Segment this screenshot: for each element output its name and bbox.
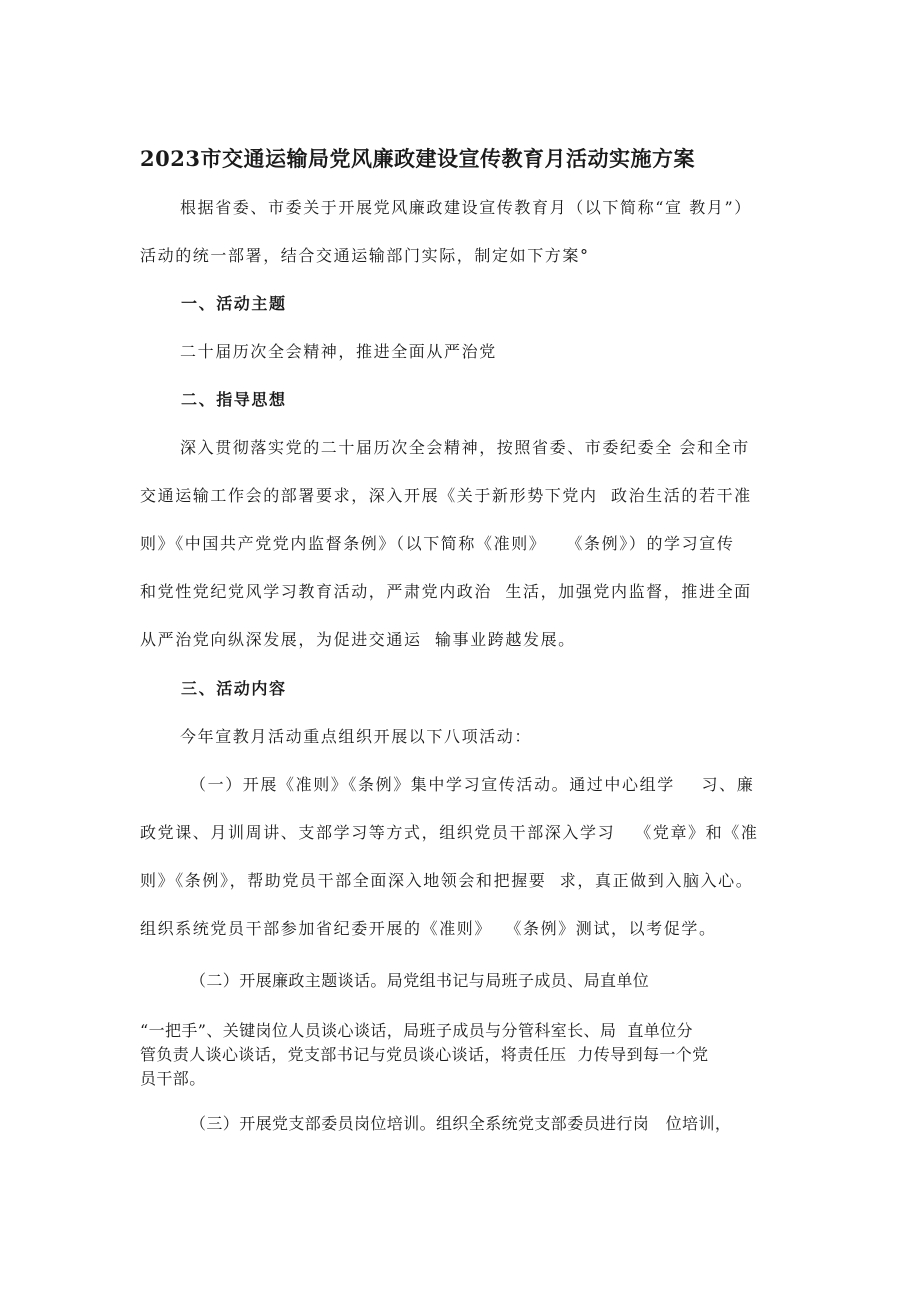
intro-line-1: 根据省委、市委关于开展党风廉政建设宣传教育月（以下简称“宣 教月”） bbox=[180, 198, 752, 217]
item1-line-4: 组织系统党员干部参加省纪委开展的《准则》 《条例》测试，以考促学。 bbox=[140, 919, 717, 938]
item3-line-1: （三）开展党支部委员岗位培训。组织全系统党支部委员进行岗 位培训， bbox=[190, 1114, 732, 1133]
section-heading-theme: 一、活动主题 bbox=[181, 294, 287, 313]
guiding-line-3: 则》《中国共产党党内监督条例》（以下简称《准则》 《条例》）的学习宣传 bbox=[140, 534, 735, 553]
section-heading-guiding: 二、指导思想 bbox=[181, 390, 287, 409]
item2-line-2: “一把手”、关键岗位人员谈心谈话，局班子成员与分管科室长、局 直单位分 bbox=[140, 1021, 693, 1040]
item1-line-1: （一）开展《准则》《条例》集中学习宣传活动。通过中心组学 习、廉 bbox=[190, 775, 755, 794]
item2-line-4: 员干部。 bbox=[140, 1069, 206, 1088]
guiding-line-1: 深入贯彻落实党的二十届历次全会精神，按照省委、市委纪委全 会和全市 bbox=[180, 438, 750, 457]
section-theme-text: 二十届历次全会精神，推进全面从严治党 bbox=[180, 342, 497, 361]
intro-line-2: 活动的统一部署，结合交通运输部门实际，制定如下方案° bbox=[140, 246, 590, 265]
guiding-line-5: 从严治党向纵深发展，为促进交通运 输事业跨越发展。 bbox=[140, 630, 576, 649]
item1-line-3: 则》《条例》，帮助党员干部全面深入地领会和把握要 求，真正做到入脑入心。 bbox=[140, 871, 754, 890]
guiding-line-4: 和党性党纪党风学习教育活动，严肃党内政治 生活，加强党内监督，推进全面 bbox=[140, 582, 752, 601]
item1-line-2: 政党课、月训周讲、支部学习等方式，组织党员干部深入学习 《党章》和《准 bbox=[140, 823, 759, 842]
section-heading-content: 三、活动内容 bbox=[181, 679, 287, 698]
item2-line-3: 管负责人谈心谈话，党支部书记与党员谈心谈话，将责任压 力传导到每一个党 bbox=[140, 1045, 709, 1064]
document-title: 2023市交通运输局党风廉政建设宣传教育月活动实施方案 bbox=[140, 146, 695, 171]
guiding-line-2: 交通运输工作会的部署要求，深入开展《关于新形势下党内 政治生活的若干准 bbox=[140, 486, 752, 505]
content-intro: 今年宣教月活动重点组织开展以下八项活动： bbox=[180, 727, 533, 746]
item2-line-1: （二）开展廉政主题谈话。局党组书记与局班子成员、局直单位 bbox=[190, 971, 650, 990]
